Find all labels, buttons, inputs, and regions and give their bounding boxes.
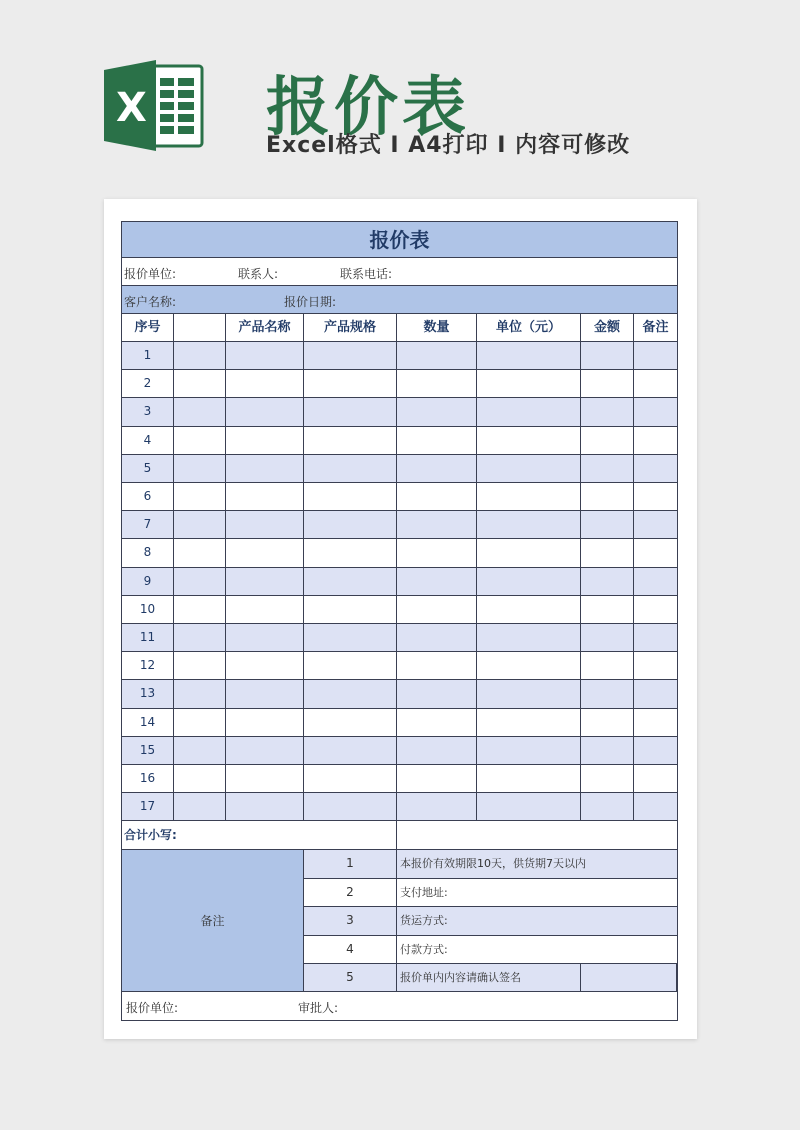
table-cell[interactable] <box>397 455 477 482</box>
table-cell[interactable] <box>397 680 477 707</box>
table-cell[interactable] <box>397 652 477 679</box>
table-cell[interactable] <box>304 793 397 820</box>
table-cell[interactable] <box>226 652 304 679</box>
table-cell[interactable] <box>226 483 304 510</box>
table-row <box>122 455 677 483</box>
table-cell[interactable] <box>304 398 397 425</box>
table-cell[interactable] <box>174 427 226 454</box>
table-cell[interactable] <box>226 455 304 482</box>
row-number: 10 <box>122 596 174 623</box>
note-text[interactable]: 付款方式: <box>400 942 448 956</box>
note-row <box>304 850 677 878</box>
quote-unit-label[interactable]: 报价单位: <box>124 267 177 281</box>
table-cell[interactable] <box>477 511 581 538</box>
contact-label[interactable]: 联系人: <box>238 267 279 281</box>
sheet-title: 报价表 <box>369 228 430 252</box>
table-cell[interactable] <box>634 793 677 820</box>
note-row <box>304 907 677 935</box>
row-number: 13 <box>122 680 174 707</box>
table-cell[interactable] <box>634 737 677 764</box>
row-number: 16 <box>122 765 174 792</box>
column-header: 数量 <box>397 314 477 341</box>
info-row-1 <box>122 258 677 286</box>
table-cell[interactable] <box>226 596 304 623</box>
note-number: 4 <box>304 936 397 963</box>
table-cell[interactable] <box>304 511 397 538</box>
table-cell[interactable] <box>226 737 304 764</box>
note-row <box>304 964 677 992</box>
note-text[interactable]: 货运方式: <box>400 914 448 928</box>
table-cell[interactable] <box>226 342 304 369</box>
table-cell[interactable] <box>477 737 581 764</box>
row-number: 11 <box>122 624 174 651</box>
note-text[interactable]: 本报价有效期限10天，供货期7天以内 <box>400 857 586 871</box>
table-cell[interactable] <box>397 483 477 510</box>
table-cell[interactable] <box>477 539 581 566</box>
table-cell[interactable] <box>581 539 634 566</box>
table-cell[interactable] <box>304 709 397 736</box>
table-cell[interactable] <box>304 455 397 482</box>
table-cell[interactable] <box>304 568 397 595</box>
table-row <box>122 370 677 398</box>
table-cell[interactable] <box>581 568 634 595</box>
table-cell[interactable] <box>397 539 477 566</box>
table-cell[interactable] <box>477 568 581 595</box>
row-number: 6 <box>122 483 174 510</box>
table-cell[interactable] <box>581 483 634 510</box>
table-cell[interactable] <box>174 624 226 651</box>
quote-date-label[interactable]: 报价日期: <box>284 295 337 309</box>
table-cell[interactable] <box>397 427 477 454</box>
table-cell[interactable] <box>174 765 226 792</box>
table-cell[interactable] <box>397 765 477 792</box>
table-cell[interactable] <box>477 624 581 651</box>
quote-table <box>121 221 678 1021</box>
table-cell[interactable] <box>477 765 581 792</box>
table-cell[interactable] <box>477 483 581 510</box>
table-cell[interactable] <box>397 342 477 369</box>
note-number: 1 <box>304 850 397 877</box>
row-number: 4 <box>122 427 174 454</box>
footer-approver-label[interactable]: 审批人: <box>298 1001 339 1016</box>
table-cell[interactable] <box>226 370 304 397</box>
table-row <box>122 624 677 652</box>
column-header: 备注 <box>642 320 669 335</box>
row-number: 15 <box>122 737 174 764</box>
table-cell[interactable] <box>174 652 226 679</box>
note-row <box>304 879 677 907</box>
table-cell[interactable] <box>397 624 477 651</box>
column-header: 产品名称 <box>226 314 304 341</box>
info-row-2 <box>122 286 677 314</box>
table-cell[interactable] <box>477 370 581 397</box>
row-number: 12 <box>122 652 174 679</box>
phone-label[interactable]: 联系电话: <box>340 267 393 281</box>
column-header: 产品规格 <box>304 314 397 341</box>
table-cell[interactable] <box>174 370 226 397</box>
table-cell[interactable] <box>397 596 477 623</box>
quote-document <box>104 199 697 1039</box>
table-cell[interactable] <box>174 680 226 707</box>
table-cell[interactable] <box>304 765 397 792</box>
table-cell[interactable] <box>634 511 677 538</box>
page-subtitle: Excel格式 I A4打印 I 内容可修改 <box>266 133 631 158</box>
table-cell[interactable] <box>174 342 226 369</box>
row-number: 17 <box>122 793 174 820</box>
table-cell[interactable] <box>477 398 581 425</box>
table-cell[interactable] <box>581 398 634 425</box>
table-row <box>122 680 677 708</box>
table-cell[interactable] <box>581 737 634 764</box>
table-row <box>122 342 677 370</box>
note-row <box>304 936 677 964</box>
table-cell[interactable] <box>477 652 581 679</box>
row-number: 1 <box>122 342 174 369</box>
table-cell[interactable] <box>581 596 634 623</box>
table-cell[interactable] <box>226 793 304 820</box>
notes-block <box>122 850 677 992</box>
signature-cell[interactable] <box>581 964 677 991</box>
table-row <box>122 427 677 455</box>
note-number: 5 <box>304 964 397 991</box>
table-cell[interactable] <box>634 455 677 482</box>
table-cell[interactable] <box>226 624 304 651</box>
table-cell[interactable] <box>174 455 226 482</box>
table-cell[interactable] <box>174 539 226 566</box>
table-cell[interactable] <box>226 511 304 538</box>
row-number: 8 <box>122 539 174 566</box>
table-cell[interactable] <box>397 709 477 736</box>
table-cell[interactable] <box>634 483 677 510</box>
table-cell[interactable] <box>304 596 397 623</box>
table-cell[interactable] <box>226 765 304 792</box>
table-cell[interactable] <box>304 539 397 566</box>
table-cell[interactable] <box>226 427 304 454</box>
row-number: 2 <box>122 370 174 397</box>
table-cell[interactable] <box>174 511 226 538</box>
table-cell[interactable] <box>581 427 634 454</box>
table-cell[interactable] <box>397 370 477 397</box>
note-number: 3 <box>304 907 397 934</box>
table-cell[interactable] <box>304 624 397 651</box>
table-cell[interactable] <box>226 680 304 707</box>
table-cell[interactable] <box>397 511 477 538</box>
table-cell[interactable] <box>174 398 226 425</box>
note-number: 2 <box>304 879 397 906</box>
table-cell[interactable] <box>477 793 581 820</box>
table-cell[interactable] <box>477 427 581 454</box>
note-text[interactable]: 报价单内内容请确认签名 <box>397 964 581 991</box>
column-header: 金额 <box>581 314 634 341</box>
footer-quote-unit-label[interactable]: 报价单位: <box>126 1001 179 1016</box>
table-cell[interactable] <box>581 511 634 538</box>
table-cell[interactable] <box>174 483 226 510</box>
table-cell[interactable] <box>174 793 226 820</box>
table-row <box>122 568 677 596</box>
table-row <box>122 737 677 765</box>
table-cell[interactable] <box>174 596 226 623</box>
table-row <box>122 483 677 511</box>
table-cell[interactable] <box>226 568 304 595</box>
table-cell[interactable] <box>581 709 634 736</box>
column-header-row <box>122 314 677 342</box>
table-cell[interactable] <box>304 680 397 707</box>
table-cell[interactable] <box>634 539 677 566</box>
sheet-title-row <box>122 222 677 258</box>
table-cell[interactable] <box>174 709 226 736</box>
table-cell[interactable] <box>581 370 634 397</box>
row-number: 7 <box>122 511 174 538</box>
row-number: 5 <box>122 455 174 482</box>
table-row <box>122 539 677 567</box>
table-cell[interactable] <box>174 737 226 764</box>
table-cell[interactable] <box>634 624 677 651</box>
table-cell[interactable] <box>226 709 304 736</box>
customer-label[interactable]: 客户名称: <box>124 295 177 309</box>
table-row <box>122 793 677 821</box>
table-cell[interactable] <box>397 568 477 595</box>
table-cell[interactable] <box>397 793 477 820</box>
row-number: 9 <box>122 568 174 595</box>
table-cell[interactable] <box>634 342 677 369</box>
table-row <box>122 398 677 426</box>
column-header: 单位（元） <box>477 314 581 341</box>
table-cell[interactable] <box>304 342 397 369</box>
table-cell[interactable] <box>581 455 634 482</box>
table-cell[interactable] <box>634 680 677 707</box>
table-cell[interactable] <box>304 737 397 764</box>
table-row <box>122 511 677 539</box>
table-row <box>122 765 677 793</box>
page-title: 报价表 <box>266 71 470 145</box>
row-number: 3 <box>122 398 174 425</box>
excel-logo-letter: X <box>116 85 147 131</box>
row-number: 14 <box>122 709 174 736</box>
notes-label: 备注 <box>122 850 304 992</box>
table-cell[interactable] <box>477 596 581 623</box>
table-cell[interactable] <box>634 765 677 792</box>
subtotal-row <box>122 821 677 850</box>
table-cell[interactable] <box>477 455 581 482</box>
table-cell[interactable] <box>581 680 634 707</box>
table-cell[interactable] <box>304 370 397 397</box>
column-header <box>174 314 226 341</box>
table-cell[interactable] <box>581 624 634 651</box>
table-cell[interactable] <box>634 652 677 679</box>
footer-row <box>122 992 677 1020</box>
table-cell[interactable] <box>634 370 677 397</box>
table-cell[interactable] <box>634 709 677 736</box>
table-cell[interactable] <box>304 652 397 679</box>
table-row <box>122 652 677 680</box>
column-header: 序号 <box>122 314 174 341</box>
subtotal-value[interactable] <box>397 821 677 849</box>
table-cell[interactable] <box>634 596 677 623</box>
note-text[interactable]: 支付地址: <box>400 885 448 899</box>
table-cell[interactable] <box>634 568 677 595</box>
excel-logo-icon <box>104 58 204 153</box>
table-cell[interactable] <box>634 427 677 454</box>
table-cell[interactable] <box>581 652 634 679</box>
table-cell[interactable] <box>226 398 304 425</box>
table-cell[interactable] <box>581 793 634 820</box>
page-header <box>0 0 800 190</box>
table-cell[interactable] <box>477 709 581 736</box>
table-cell[interactable] <box>581 342 634 369</box>
table-row <box>122 709 677 737</box>
table-cell[interactable] <box>634 398 677 425</box>
table-cell[interactable] <box>397 398 477 425</box>
table-cell[interactable] <box>397 737 477 764</box>
table-cell[interactable] <box>304 427 397 454</box>
table-row <box>122 596 677 624</box>
table-cell[interactable] <box>226 539 304 566</box>
table-cell[interactable] <box>477 342 581 369</box>
table-cell[interactable] <box>174 568 226 595</box>
table-cell[interactable] <box>581 765 634 792</box>
subtotal-label: 合计小写: <box>122 821 397 849</box>
table-cell[interactable] <box>477 680 581 707</box>
table-cell[interactable] <box>304 483 397 510</box>
